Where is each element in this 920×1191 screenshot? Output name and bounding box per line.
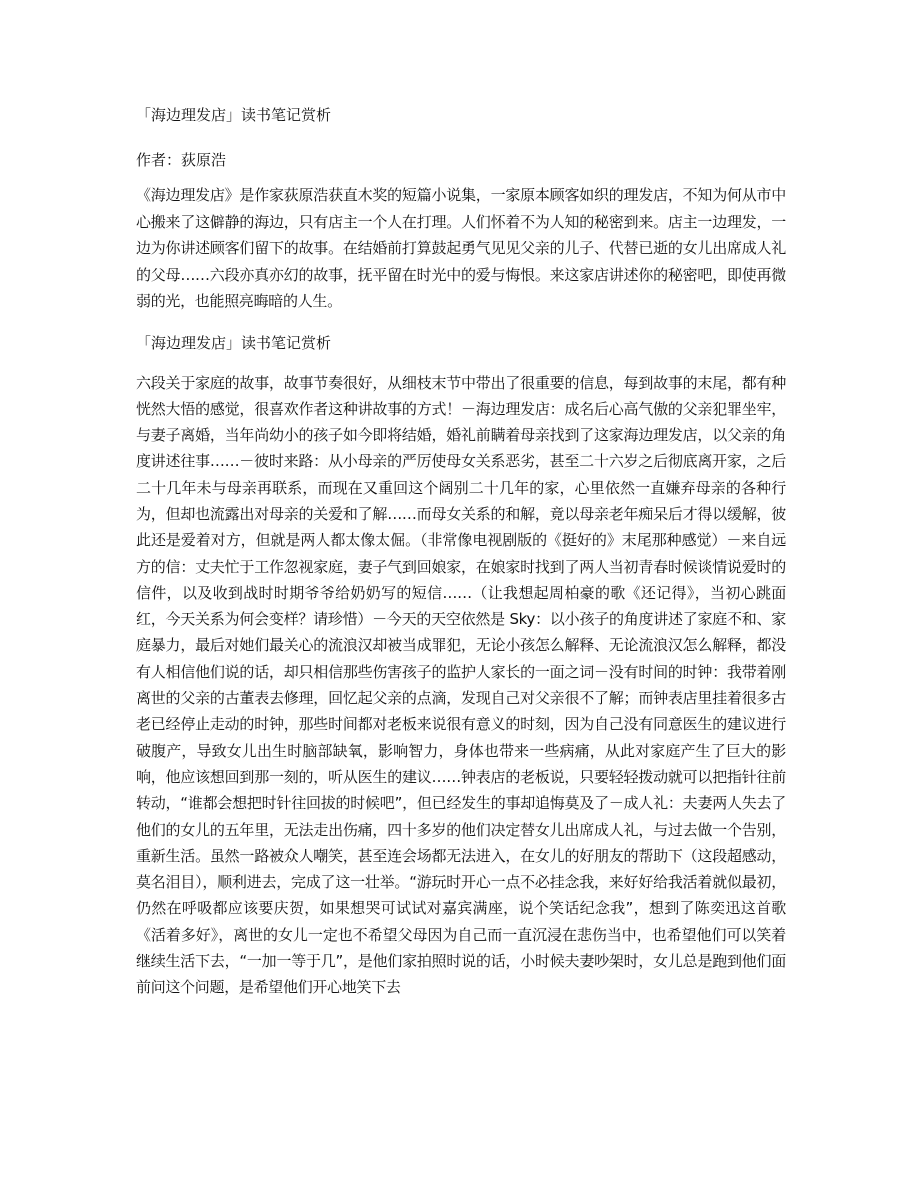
intro-paragraph: 《海边理发店》是作家荻原浩获直木奖的短篇小说集，一家原本顾客如织的理发店，不知为何从市中心搬来了这僻静的海边，只有店主一个人在打理。人们怀着不为人知的秘密到来。店主一边理发，一边为你讲述顾客们留下的故事。在结婚前打算鼓起勇气见见父亲的儿子、代替已逝的女儿出席成人礼的父母……六段亦真亦幻的故事，抚平留在时光中的爱与悔恨。来这家店讲述你的秘密吧，即使再微弱的光，也能照亮晦暗的人生。: [136, 186, 786, 310]
document-title: 「海边理发店」读书笔记赏析: [136, 106, 332, 124]
section-title: 「海边理发店」读书笔记赏析: [136, 333, 332, 352]
document-page: [136, 102, 786, 1016]
author-line: 作者：荻原浩: [136, 151, 227, 169]
body-paragraph: 六段关于家庭的故事，故事节奏很好，从细枝末节中带出了很重要的信息，每到故事的末尾，都有种恍然大悟的感觉，很喜欢作者这种讲故事的方式！－海边理发店：成名后心高气傲的父亲犯罪坐牢，与妻子离婚，当年尚幼小的孩子如今即将结婚，婚礼前瞒着母亲找到了这家海边理发店，以父亲的角度讲述往事……－彼时来路：从小母亲的严厉使母女关系恶劣，甚至二十六岁之后彻底离开家，之后二十几年未与母亲再联系，而现在又重回这个阔别二十几年的家，心里依然一直嫌弃母亲的各种行为，但却也流露出对母亲的关爱和了解……而母女关系的和解，竟以母亲老年痴呆后才得以缓解，彼此还是爱着对方，但就是两人都太像太倔。（非常像电视剧版的《挺好的》末尾那种感觉）－来自远方的信：丈夫忙于工作忽视家庭，妻子气到回娘家，在娘家时找到了两人当初青春时候谈情说爱时的信件，以及收到战时时期爷爷给奶奶写的短信……（让我想起周柏豪的歌《还记得》，当初心跳面红，今天关系为何会变样？请珍惜）－今天的天空依然是 Sky：以小孩子的角度讲述了家庭不和、家庭暴力，最后对她们最关心的流浪汉却被当成罪犯，无论小孩怎么解释、无论流浪汉怎么解释，都没有人相信他们说的话，却只相信那些伤害孩子的监护人家长的一面之词－没有时间的时钟：我带着刚离世的父亲的古董表去修理，回忆起父亲的点滴，发现自己对父亲很不了解；而钟表店里挂着很多古老已经停止走动的时钟，那些时间都对老板来说很有意义的时刻，因为自己没有同意医生的建议进行破腹产，导致女儿出生时脑部缺氧，影响智力，身体也带来一些病痛，从此对家庭产生了巨大的影响，他应该想回到那一刻的，听从医生的建议……钟表店的老板说，只要轻轻拨动就可以把指针往前转动，“谁都会想把时针往回拔的时候吧”，但已经发生的事却追悔莫及了－成人礼：夫妻两人失去了他们的女儿的五年里，无法走出伤痛，四十多岁的他们决定替女儿出席成人礼，与过去做一个告别，重新生活。虽然一路被众人嘲笑，甚至连会场都无法进入，在女儿的好朋友的帮助下（这段超感动，莫名泪目），顺利进去，完成了这一壮举。“游玩时开心一点不必挂念我，来好好给我活着就似最初，仍然在呼吸都应该要庆贺，如果想哭可试试对嘉宾满座，说个笑话纪念我”，想到了陈奕迅这首歌《活着多好》，离世的女儿一定也不希望父母因为自己而一直沉浸在悲伤当中，也希望他们可以笑着继续生活下去，“一加一等于几”，是他们家拍照时说的话，小时候夫妻吵架时，女儿总是跑到他们面前问这个问题，是希望他们开心地笑下去: [136, 373, 786, 997]
